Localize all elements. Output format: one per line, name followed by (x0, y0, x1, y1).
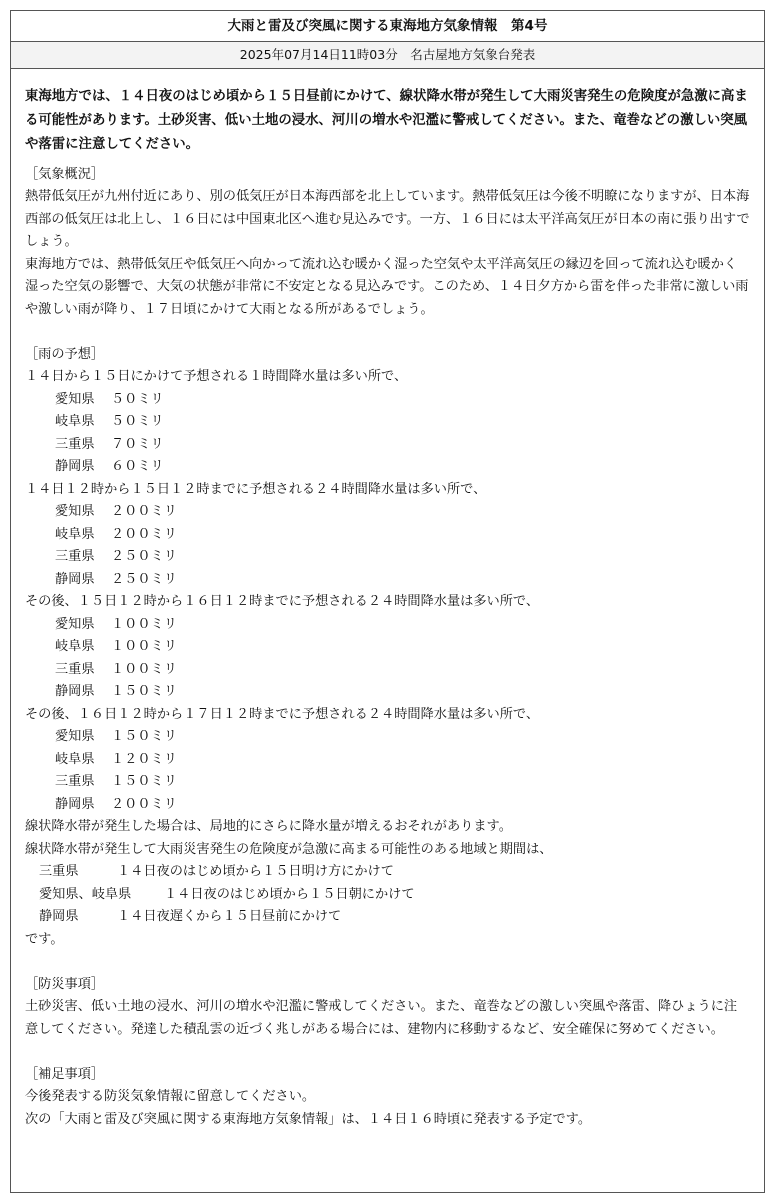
rain-note-end: です。 (25, 931, 64, 947)
rain-forecast-blocks (25, 366, 750, 816)
prefecture-name: 愛知県 (55, 391, 95, 407)
rain-forecast-row (25, 569, 750, 592)
rainfall-amount: １００ミリ (111, 661, 177, 677)
rain-forecast-intro: １４日から１５日にかけて予想される１時間降水量は多い所で、 (25, 369, 408, 384)
rainband-area: 三重県 (39, 864, 79, 879)
rainband-area: 愛知県、岐阜県 (39, 886, 132, 902)
document-body (11, 69, 764, 1131)
rain-forecast-row (25, 659, 750, 682)
prefecture-name: 岐阜県 (55, 526, 95, 542)
issued-datetime: 2025年07月14日11時03分 名古屋地方気象台発表 (11, 42, 764, 69)
overview-title: ［気象概況］ (25, 167, 105, 182)
rainband-area: 静岡県 (39, 909, 79, 924)
supplement-section (25, 1063, 750, 1131)
prefecture-name: 岐阜県 (55, 751, 95, 767)
rainfall-amount: ５０ミリ (111, 391, 164, 407)
supplement-line: 次の「大雨と雷及び突風に関する東海地方気象情報」は、１４日１６時頃に発表する予定です。 (25, 1111, 592, 1127)
supplement-title: ［補足事項］ (25, 1067, 105, 1082)
disaster-prevention-text: 土砂災害、低い土地の浸水、河川の増水や氾濫に警戒してください。また、竜巻などの激しい突風や落雷、降ひょうに注意してください。発達した積乱雲の近づく兆しがある場合には、建物内に移動するなど、安全確保に努めてください。 (25, 999, 738, 1037)
prefecture-name: 岐阜県 (55, 639, 95, 654)
rainfall-amount: ７０ミリ (111, 436, 164, 452)
rain-forecast-section (25, 343, 750, 951)
rain-forecast-intro: １４日１２時から１５日１２時までに予想される２４時間降水量は多い所で、 (25, 481, 487, 497)
rainfall-amount: １００ミリ (111, 616, 177, 632)
rain-forecast-row (25, 636, 750, 659)
rain-forecast-row (25, 411, 750, 434)
prefecture-name: 三重県 (55, 436, 95, 452)
document-title: 大雨と雷及び突風に関する東海地方気象情報 第4号 (11, 11, 764, 42)
rainband-period-row (25, 906, 750, 929)
rain-forecast-title: ［雨の予想］ (25, 347, 105, 362)
rain-forecast-intro: その後、１５日１２時から１６日１２時までに予想される２４時間降水量は多い所で、 (25, 594, 540, 609)
rainfall-amount: ５０ミリ (111, 414, 164, 429)
disaster-prevention-title: ［防災事項］ (25, 977, 105, 992)
rainfall-amount: ２５０ミリ (111, 571, 177, 587)
rainfall-amount: ２００ミリ (111, 504, 177, 519)
prefecture-name: 静岡県 (55, 571, 95, 587)
rain-forecast-row (25, 614, 750, 637)
weather-information-document (10, 10, 765, 1193)
rainband-period-row (25, 861, 750, 884)
rainband-period: １４日夜のはじめ頃から１５日明け方にかけて (117, 864, 394, 879)
prefecture-name: 三重県 (55, 549, 95, 564)
supplement-line: 今後発表する防災気象情報に留意してください。 (25, 1089, 316, 1104)
rain-forecast-row (25, 456, 750, 479)
overview-paragraph: 熱帯低気圧が九州付近にあり、別の低気圧が日本海西部を北上しています。熱帯低気圧は今後不明瞭になりますが、日本海西部の低気圧は北上し、１６日には中国東北区へ進む見込みです。一方、１６日には太平洋高気圧が日本の南に張り出すでしょう。 (25, 189, 750, 249)
rainband-period: １４日夜のはじめ頃から１５日朝にかけて (164, 886, 415, 902)
spacer (25, 951, 750, 973)
prefecture-name: 静岡県 (55, 796, 95, 812)
prefecture-name: 三重県 (55, 774, 95, 789)
linear-rainband-periods (25, 861, 750, 929)
rainfall-amount: １２０ミリ (111, 751, 177, 767)
disaster-prevention-section (25, 973, 750, 1041)
rain-forecast-row (25, 434, 750, 457)
prefecture-name: 愛知県 (55, 729, 95, 744)
rainband-period-row (25, 884, 750, 907)
rainfall-amount: ２００ミリ (111, 796, 177, 812)
rain-forecast-row (25, 726, 750, 749)
rain-forecast-row (25, 771, 750, 794)
prefecture-name: 岐阜県 (55, 414, 95, 429)
rainfall-amount: ２５０ミリ (111, 549, 177, 564)
rainfall-amount: ２００ミリ (111, 526, 177, 542)
prefecture-name: 愛知県 (55, 504, 95, 519)
rain-forecast-row (25, 681, 750, 704)
spacer (25, 321, 750, 343)
rain-forecast-row (25, 389, 750, 412)
rainfall-amount: １５０ミリ (111, 774, 177, 789)
rainfall-amount: ６０ミリ (111, 459, 164, 474)
prefecture-name: 三重県 (55, 661, 95, 677)
spacer (25, 1041, 750, 1063)
rain-forecast-row (25, 546, 750, 569)
rainfall-amount: １５０ミリ (111, 729, 177, 744)
headline-summary: 東海地方では、１４日夜のはじめ頃から１５日昼前にかけて、線状降水帯が発生して大雨災害発生の危険度が急激に高まる可能性があります。土砂災害、低い土地の浸水、河川の増水や氾濫に警戒してください。また、竜巻などの激しい突風や落雷に注意してください。 (25, 89, 748, 152)
rainfall-amount: １００ミリ (111, 639, 177, 654)
rain-forecast-row (25, 794, 750, 817)
overview-section (25, 163, 750, 321)
rain-forecast-row (25, 524, 750, 547)
rain-note: 線状降水帯が発生した場合は、局地的にさらに降水量が増えるおそれがあります。 (25, 819, 512, 834)
rain-note: 線状降水帯が発生して大雨災害発生の危険度が急激に高まる可能性のある地域と期間は、 (25, 841, 553, 857)
rainband-period: １４日夜遅くから１５日昼前にかけて (117, 909, 342, 924)
rain-forecast-row (25, 501, 750, 524)
prefecture-name: 静岡県 (55, 459, 95, 474)
overview-paragraph: 東海地方では、熱帯低気圧や低気圧へ向かって流れ込む暖かく湿った空気や太平洋高気圧の縁辺を回って流れ込む暖かく湿った空気の影響で、大気の状態が非常に不安定となる見込みです。このため、１４日夕方から雷を伴った非常に激しい雨や激しい雨が降り、１７日頃にかけて大雨となる所があるでしょう。 (25, 256, 749, 317)
prefecture-name: 愛知県 (55, 616, 95, 632)
prefecture-name: 静岡県 (55, 684, 95, 699)
rainfall-amount: １５０ミリ (111, 684, 177, 699)
rain-forecast-row (25, 749, 750, 772)
rain-forecast-intro: その後、１６日１２時から１７日１２時までに予想される２４時間降水量は多い所で、 (25, 706, 540, 722)
